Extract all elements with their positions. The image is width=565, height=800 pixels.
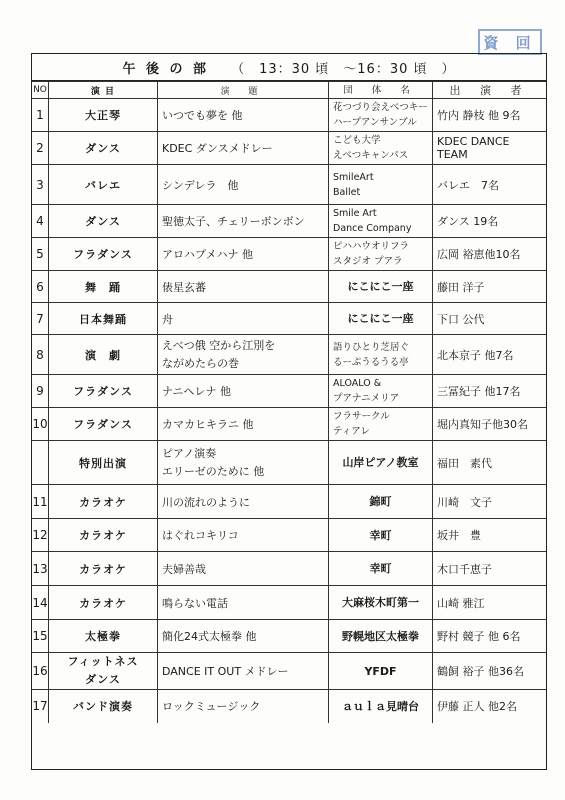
row-group-text: 花つづり会えべつキー ハープアンサンブル xyxy=(333,102,428,128)
row-group-text: 山岸ピアノ教室 xyxy=(342,456,419,469)
row-performers-text: 広岡 裕恵他10名 xyxy=(437,248,521,261)
row-category-text: フィットネス ダンス xyxy=(67,655,139,686)
row-program-text: アロハプメハナ 他 xyxy=(162,248,253,261)
row-program-text: 夫婦善哉 xyxy=(162,562,206,576)
row-program xyxy=(158,132,329,165)
row-no xyxy=(32,335,49,375)
table-row xyxy=(32,238,546,271)
row-category-text: フラダンス xyxy=(73,418,133,431)
table-row xyxy=(32,519,546,552)
row-group xyxy=(329,552,433,586)
row-program xyxy=(158,335,329,375)
header-no: NO xyxy=(32,82,49,99)
row-no-text: 17 xyxy=(32,699,48,714)
row-no-text: 2 xyxy=(36,141,44,155)
table-row xyxy=(32,620,546,653)
row-performers xyxy=(433,205,547,238)
row-no-text: 15 xyxy=(32,629,48,643)
row-no-text: 3 xyxy=(36,177,44,192)
row-category-text: 日本舞踊 xyxy=(79,312,127,326)
row-group xyxy=(329,335,433,375)
row-performers-text: 下口 公代 xyxy=(437,312,485,326)
table-row xyxy=(32,485,546,519)
row-group-text: SmileArt Ballet xyxy=(333,171,374,198)
row-category-text: フラダンス xyxy=(73,248,133,261)
row-program xyxy=(158,303,329,335)
section-time: （ 13：30 頃 ～16：30 頃 ） xyxy=(231,61,456,77)
row-performers-text: 鶴飼 裕子 他36名 xyxy=(437,665,524,678)
row-no-text: 14 xyxy=(32,595,48,610)
row-program xyxy=(158,519,329,552)
program-sheet xyxy=(31,53,547,770)
row-performers xyxy=(433,441,547,485)
row-performers xyxy=(433,132,547,165)
row-category xyxy=(49,485,158,519)
row-category xyxy=(49,408,158,441)
row-performers xyxy=(433,485,547,519)
table-row xyxy=(32,653,546,690)
table-row xyxy=(32,690,546,723)
row-category xyxy=(49,653,158,690)
row-program-text: 俵星玄蕃 xyxy=(162,280,206,294)
row-program-text: いつでも夢を 他 xyxy=(162,109,243,122)
row-group xyxy=(329,519,433,552)
row-group-text: ａｕｌａ見晴台 xyxy=(342,699,419,713)
row-performers xyxy=(433,690,547,723)
row-group xyxy=(329,408,433,441)
row-category xyxy=(49,271,158,303)
section-title xyxy=(32,54,546,81)
row-performers-text: 堀内真知子他30名 xyxy=(437,418,528,431)
row-no-text: 11 xyxy=(32,494,48,509)
row-program xyxy=(158,165,329,205)
row-program-text: えべつ俄 空から江別を ながめたらの巻 xyxy=(162,338,276,370)
row-category-text: ダンス xyxy=(85,142,121,155)
row-group-text: にこにこ一座 xyxy=(347,280,414,293)
row-category xyxy=(49,238,158,271)
row-group xyxy=(329,485,433,519)
row-performers-text: 藤田 洋子 xyxy=(437,280,485,294)
row-no xyxy=(32,441,49,485)
header-program: 演 題 xyxy=(158,82,329,99)
header-performers: 出 演 者 xyxy=(433,82,547,99)
row-program-text: 簡化24式太極拳 他 xyxy=(162,630,257,643)
row-category xyxy=(49,165,158,205)
row-no xyxy=(32,408,49,441)
row-performers-text: 川崎 文子 xyxy=(437,495,492,509)
row-category-text: カラオケ xyxy=(79,562,127,576)
row-no xyxy=(32,375,49,408)
row-group xyxy=(329,375,433,408)
row-performers xyxy=(433,238,547,271)
row-program xyxy=(158,586,329,620)
table-row xyxy=(32,586,546,620)
row-category xyxy=(49,586,158,620)
row-performers-text: 福田 素代 xyxy=(437,456,492,470)
table-row xyxy=(32,303,546,335)
row-performers-text: 竹内 静枝 他 9名 xyxy=(437,109,521,122)
row-category xyxy=(49,552,158,586)
row-no-text: 6 xyxy=(36,279,44,294)
row-performers-text: 三冨紀子 他17名 xyxy=(437,385,521,398)
stamp-mark: 資 回 xyxy=(478,29,542,55)
row-no xyxy=(32,620,49,653)
row-performers xyxy=(433,552,547,586)
row-no xyxy=(32,552,49,586)
section-name: 午 後 の 部 xyxy=(122,61,210,77)
row-performers xyxy=(433,519,547,552)
row-category-text: カラオケ xyxy=(79,529,127,542)
row-group xyxy=(329,303,433,335)
row-program xyxy=(158,653,329,690)
row-group-text: こども大学 えべつキャンパス xyxy=(333,135,409,161)
row-category-text: カラオケ xyxy=(79,495,127,509)
row-category xyxy=(49,205,158,238)
row-no-text: 1 xyxy=(36,108,44,122)
row-no xyxy=(32,132,49,165)
row-performers xyxy=(433,375,547,408)
row-category-text: 演 劇 xyxy=(85,348,121,362)
row-category-text: カラオケ xyxy=(79,596,127,610)
row-group-text: YFDF xyxy=(364,664,397,678)
row-performers-text: KDEC DANCE TEAM xyxy=(437,135,510,161)
row-performers xyxy=(433,653,547,690)
row-performers xyxy=(433,408,547,441)
table-row xyxy=(32,441,546,485)
row-group-text: ピハハウオリフラ スタジオ プアラ xyxy=(333,241,410,267)
row-no xyxy=(32,690,49,723)
row-category xyxy=(49,620,158,653)
row-group-text: 大麻桜木町第一 xyxy=(342,596,419,609)
row-category-text: 舞 踊 xyxy=(85,280,121,294)
row-group-text: フラサークル ティアレ xyxy=(333,411,390,437)
table-row xyxy=(32,375,546,408)
row-performers xyxy=(433,99,547,132)
row-performers-text: 坂井 豊 xyxy=(437,529,481,542)
row-performers xyxy=(433,620,547,653)
row-program-text: KDEC ダンスメドレー xyxy=(162,142,273,155)
row-program xyxy=(158,408,329,441)
row-performers-text: バレエ 7名 xyxy=(437,178,499,192)
row-program xyxy=(158,205,329,238)
row-group-text: 幸町 xyxy=(369,528,392,542)
row-program xyxy=(158,238,329,271)
row-group-text: Smile Art Dance Company xyxy=(333,208,412,234)
row-category xyxy=(49,441,158,485)
row-category xyxy=(49,519,158,552)
row-performers xyxy=(433,335,547,375)
row-program xyxy=(158,271,329,303)
row-performers-text: 伊藤 正人 他2名 xyxy=(437,700,517,714)
row-category xyxy=(49,99,158,132)
row-program-text: 鳴らない電話 xyxy=(162,596,228,610)
row-performers-text: ダンス 19名 xyxy=(437,215,499,228)
row-program-text: はぐれコキリコ xyxy=(162,529,239,542)
row-group xyxy=(329,271,433,303)
row-performers xyxy=(433,303,547,335)
row-category-text: ダンス xyxy=(85,215,121,228)
row-group xyxy=(329,690,433,723)
row-program-text: 舟 xyxy=(162,312,173,326)
row-performers xyxy=(433,586,547,620)
table-row xyxy=(32,335,546,375)
row-program xyxy=(158,552,329,586)
program-rows xyxy=(32,99,546,723)
row-no-text: 10 xyxy=(32,417,48,431)
program-table xyxy=(32,81,546,723)
table-row xyxy=(32,165,546,205)
row-no-text: 12 xyxy=(32,528,48,542)
row-category-text: バレエ xyxy=(85,178,121,192)
header-category: 演 目 xyxy=(49,82,158,99)
row-program-text: DANCE IT OUT メドレー xyxy=(162,665,289,678)
table-row xyxy=(32,408,546,441)
row-category-text: 太極拳 xyxy=(85,630,121,643)
row-no xyxy=(32,271,49,303)
row-no xyxy=(32,303,49,335)
row-category-text: 大正琴 xyxy=(85,109,121,122)
row-program xyxy=(158,620,329,653)
row-no xyxy=(32,586,49,620)
row-group xyxy=(329,653,433,690)
row-no xyxy=(32,238,49,271)
table-row xyxy=(32,271,546,303)
row-no-text: 16 xyxy=(32,664,48,678)
row-performers xyxy=(433,271,547,303)
row-group xyxy=(329,132,433,165)
row-program-text: 聖徳太子、チェリーボンボン xyxy=(162,215,305,228)
table-row xyxy=(32,99,546,132)
row-performers xyxy=(433,165,547,205)
row-category xyxy=(49,375,158,408)
row-program xyxy=(158,99,329,132)
row-no xyxy=(32,653,49,690)
row-group xyxy=(329,441,433,485)
row-program xyxy=(158,441,329,485)
row-program xyxy=(158,485,329,519)
row-program-text: シンデレラ 他 xyxy=(162,178,239,192)
table-row xyxy=(32,552,546,586)
row-group xyxy=(329,586,433,620)
row-no xyxy=(32,165,49,205)
row-no xyxy=(32,519,49,552)
row-no-text: 7 xyxy=(36,311,44,326)
row-program-text: ピアノ演奏 エリーゼのために 他 xyxy=(162,446,265,478)
row-performers-text: 山崎 雅江 xyxy=(437,596,485,610)
row-group-text: 野幌地区太極拳 xyxy=(342,629,419,643)
row-group-text: にこにこ一座 xyxy=(347,312,414,325)
row-category xyxy=(49,132,158,165)
row-category xyxy=(49,335,158,375)
row-category-text: バンド演奏 xyxy=(73,700,133,714)
row-no-text: 13 xyxy=(32,561,48,576)
row-category xyxy=(49,690,158,723)
row-program-text: ナニヘレナ 他 xyxy=(162,385,232,398)
row-group xyxy=(329,99,433,132)
row-program xyxy=(158,375,329,408)
row-group-text: 語りひとり芝居ぐ るーぷうるうる亭 xyxy=(333,341,410,368)
row-no-text: 4 xyxy=(36,214,44,228)
row-no xyxy=(32,99,49,132)
table-header-row xyxy=(32,82,546,99)
row-program-text: 川の流れのように xyxy=(162,495,250,509)
row-program-text: ロックミュージック xyxy=(162,700,261,714)
table-row xyxy=(32,132,546,165)
row-no xyxy=(32,205,49,238)
row-group-text: 幸町 xyxy=(369,562,392,575)
row-group xyxy=(329,205,433,238)
row-no xyxy=(32,485,49,519)
row-performers-text: 北本京子 他7名 xyxy=(437,348,514,362)
row-group-text: ALOALO & プアナニメリア xyxy=(333,378,400,404)
row-category-text: フラダンス xyxy=(73,385,133,398)
row-no-text: 5 xyxy=(36,247,44,261)
row-performers-text: 野村 競子 他 6名 xyxy=(437,630,521,643)
row-program xyxy=(158,690,329,723)
row-category xyxy=(49,303,158,335)
header-group: 団 体 名 xyxy=(329,82,433,99)
table-row xyxy=(32,205,546,238)
row-program-text: カマカヒキラニ 他 xyxy=(162,418,254,431)
row-group-text: 錦町 xyxy=(369,495,392,508)
row-group xyxy=(329,165,433,205)
row-group xyxy=(329,238,433,271)
row-no-text: 8 xyxy=(36,347,44,362)
row-category-text: 特別出演 xyxy=(79,456,127,470)
row-no-text: 9 xyxy=(36,384,44,398)
row-performers-text: 木口千恵子 xyxy=(437,562,492,576)
row-group xyxy=(329,620,433,653)
